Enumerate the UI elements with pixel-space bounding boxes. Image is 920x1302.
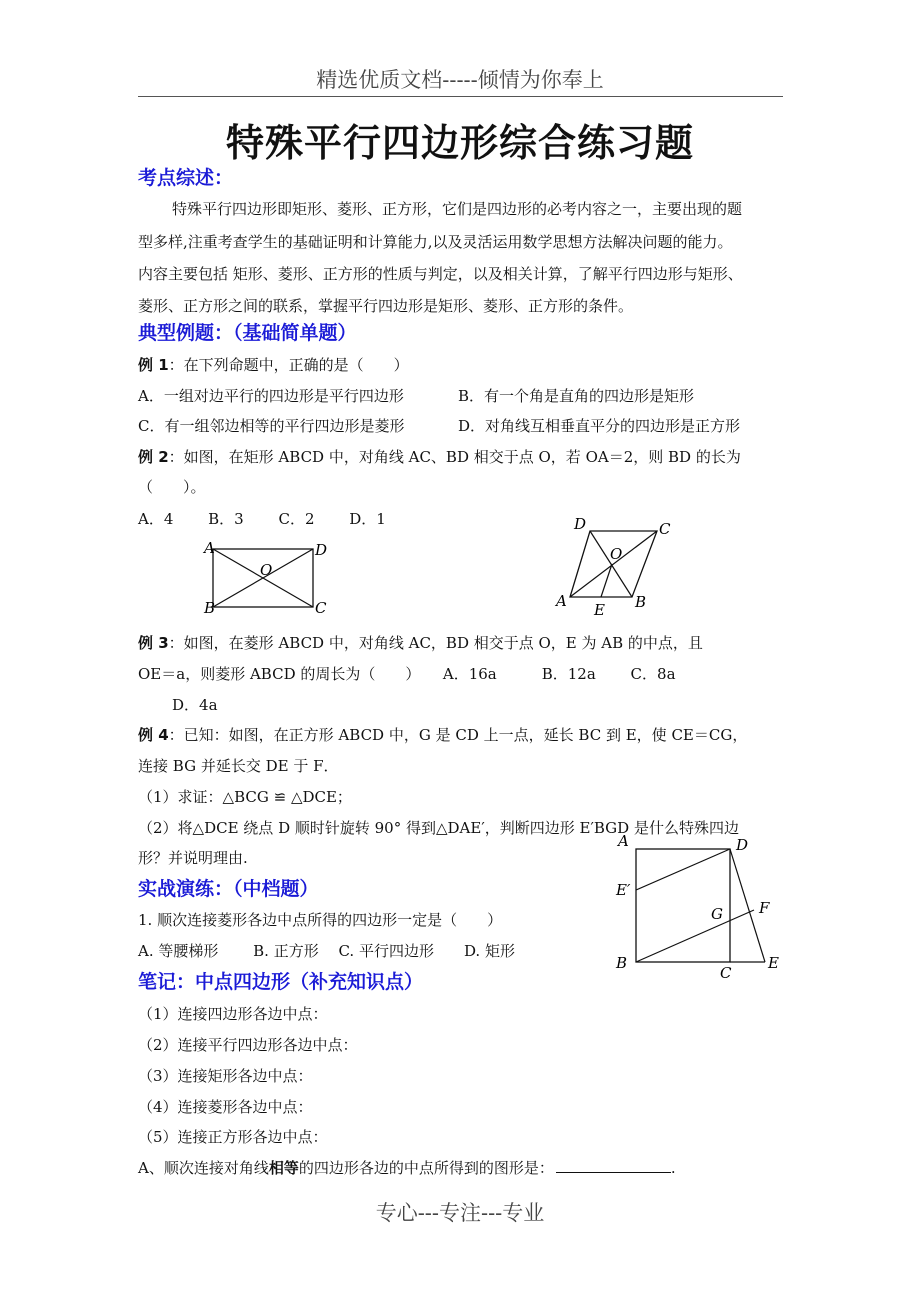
ex3-line-2: OE＝a，则菱形 ABCD 的周长为（ ） A．16a B．12a C．8a (138, 665, 676, 683)
square-label-c: C (720, 964, 732, 982)
notes-item-1: （1）连接四边形各边中点： (138, 1005, 328, 1023)
examples-heading: 典型例题：（基础简单题） (138, 322, 357, 344)
square-label-eprime: E′ (616, 881, 631, 899)
overview-line-3: 内容主要包括 矩形、菱形、正方形的性质与判定，以及相关计算，了解平行四边形与矩形、 (138, 265, 743, 283)
notes-heading: 笔记：中点四边形（补充知识点） (138, 971, 424, 993)
square-label-g: G (711, 905, 723, 923)
page-footer: 专心---专注---专业 (375, 1201, 545, 1225)
ex4-q2: （2）将△DCE 绕点 D 顺时针旋转 90° 得到△DAE′，判断四边形 E′BGD 是什么特殊四边 (138, 819, 739, 837)
final-pre: A、顺次连接对角线 (138, 1159, 269, 1177)
rect-label-o: O (260, 561, 273, 579)
figure-square (605, 830, 785, 985)
rhombus-label-d: D (574, 515, 587, 533)
rect-label-a: A (204, 539, 215, 557)
answer-blank[interactable] (556, 1158, 671, 1173)
practice-q1-options: A. 等腰梯形 B. 正方形 C. 平行四边形 D. 矩形 (138, 942, 515, 960)
square-label-e: E (768, 954, 779, 972)
ex1-stem (138, 355, 409, 375)
square-label-a: A (618, 832, 629, 850)
ex4-line-1 (138, 725, 747, 745)
header-divider (138, 96, 783, 97)
square-label-b: B (616, 954, 628, 972)
ex4-text: ：已知：如图，在正方形 ABCD 中，G 是 CD 上一点，延长 BC 到 E，使 CE＝CG， (168, 726, 748, 744)
rect-label-d: D (315, 541, 328, 559)
ex2-options: A．4 B．3 C．2 D．1 (138, 510, 386, 528)
final-bold: 相等 (268, 1159, 299, 1177)
ex1-option-c: C．有一组邻边相等的平行四边形是菱形 (138, 417, 405, 435)
notes-item-4: （4）连接菱形各边中点： (138, 1098, 313, 1116)
overview-line-1: 特殊平行四边形即矩形、菱形、正方形，它们是四边形的必考内容之一，主要出现的题 (172, 200, 743, 218)
ex3-line-1 (138, 633, 703, 653)
overview-line-2: 型多样,注重考查学生的基础证明和计算能力,以及灵活运用数学思想方法解决问题的能力。 (138, 233, 733, 251)
ex3-text: ：如图，在菱形 ABCD 中，对角线 AC，BD 相交于点 O，E 为 AB 的中点，且 (168, 634, 703, 652)
notes-item-2: （2）连接平行四边形各边中点： (138, 1036, 358, 1054)
rect-label-b: B (204, 599, 216, 617)
ex4-q1: （1）求证：△BCG ≌ △DCE； (138, 788, 352, 806)
ex1-text: ：在下列命题中，正确的是（ ） (168, 356, 409, 374)
page-title: 特殊平行四边形综合练习题 (225, 121, 694, 165)
rhombus-label-a: A (556, 592, 567, 610)
ex1-option-d: D．对角线互相垂直平分的四边形是正方形 (458, 417, 741, 435)
overview-heading: 考点综述： (138, 167, 234, 189)
overview-line-4: 菱形、正方形之间的联系，掌握平行四边形是矩形、菱形、正方形的条件。 (138, 297, 634, 315)
rhombus-diagonal-bd (590, 531, 632, 597)
square-segment-epd (636, 849, 730, 890)
ex2-label: 例 2 (138, 448, 169, 466)
page-header: 精选优质文档-----倾情为你奉上 (316, 68, 604, 92)
rhombus-label-c: C (659, 520, 671, 538)
notes-item-5: （5）连接正方形各边中点： (138, 1128, 328, 1146)
ex3-label: 例 3 (138, 634, 169, 652)
ex4-line-2: 连接 BG 并延长交 DE 于 F． (138, 757, 339, 775)
notes-item-3: （3）连接矩形各边中点： (138, 1067, 313, 1085)
rect-label-c: C (315, 599, 327, 617)
final-question (138, 1158, 676, 1178)
final-post: 的四边形各边的中点所得到的图形是： (298, 1159, 554, 1177)
rhombus-label-b: B (635, 593, 647, 611)
final-end: . (670, 1159, 676, 1177)
rhombus-label-o: O (610, 545, 623, 563)
square-label-f: F (759, 899, 770, 917)
square-label-d: D (736, 836, 749, 854)
rhombus-label-e: E (594, 601, 605, 619)
ex2-stem (138, 447, 741, 467)
practice-q1: 1. 顺次连接菱形各边中点所得的四边形一定是（ ） (138, 911, 503, 929)
ex1-option-b: B．有一个角是直角的四边形是矩形 (458, 387, 695, 405)
practice-heading: 实战演练：（中档题） (138, 878, 319, 900)
ex2-cont: （ ）。 (138, 478, 206, 496)
ex1-option-a: A．一组对边平行的四边形是平行四边形 (138, 387, 404, 405)
figure-rhombus (550, 515, 680, 620)
ex1-label: 例 1 (138, 356, 169, 374)
ex4-q2-cont: 形？并说明理由. (138, 849, 248, 867)
ex3-line-3: D．4a (172, 696, 218, 714)
ex2-text: ：如图，在矩形 ABCD 中，对角线 AC、BD 相交于点 O，若 OA＝2，则 BD 的长为 (168, 448, 741, 466)
ex4-label: 例 4 (138, 726, 169, 744)
square-segment-bf (636, 910, 754, 962)
figure-rectangle (195, 535, 340, 620)
